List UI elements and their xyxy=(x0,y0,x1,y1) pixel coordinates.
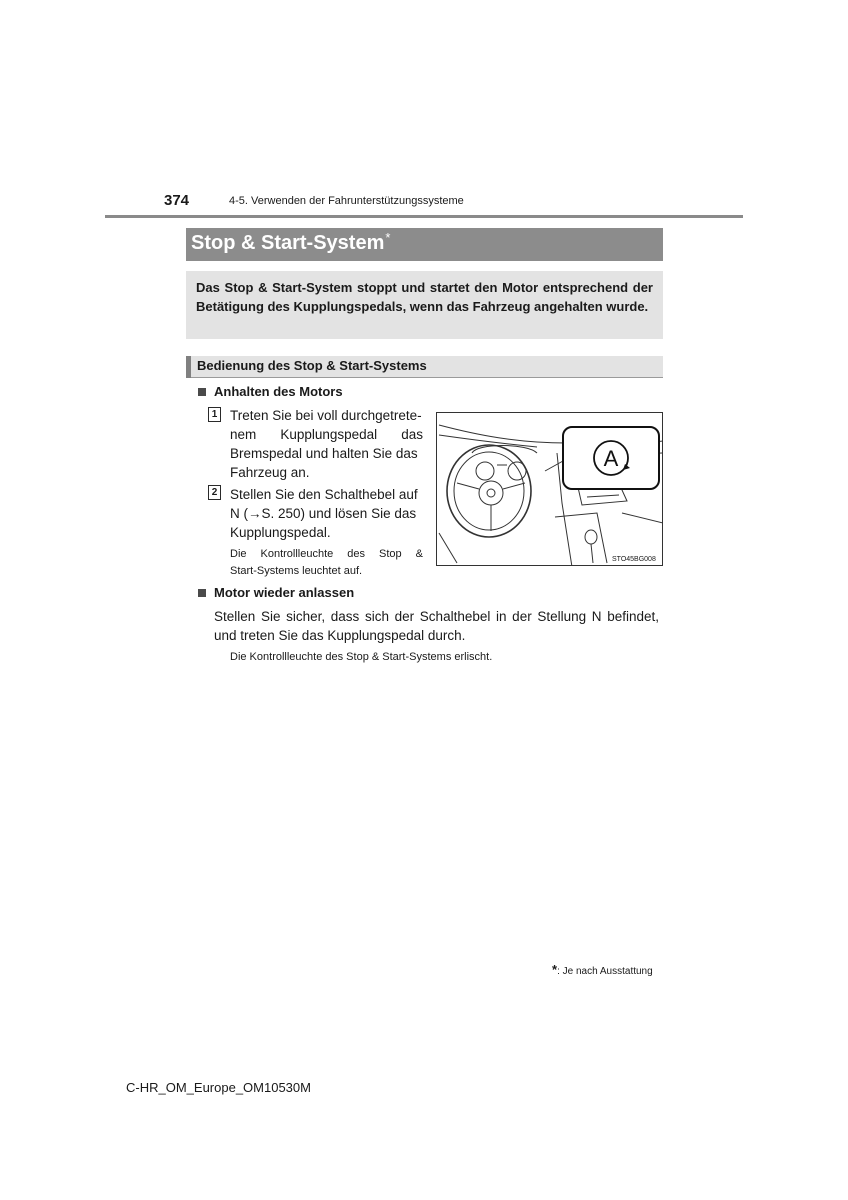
section-accent xyxy=(186,356,191,378)
dashboard-drawing xyxy=(437,413,663,566)
subheading-stop-engine: Anhalten des Motors xyxy=(214,384,343,399)
step-2-line: Kupplungspedal. xyxy=(230,525,331,540)
step-1-line: nem Kupplungspedal das xyxy=(230,427,423,442)
note-line: Start-Systems leuchtet auf. xyxy=(230,565,363,577)
dashboard-illustration xyxy=(436,412,663,566)
intro-text: Das Stop & Start-System stoppt und startet den Motor entsprechend der Betätigung des Kupplungspedals, wenn das Fahrzeug angehalten wurde. xyxy=(196,280,653,314)
restart-line: Stellen Sie sicher, dass sich der Schalthebel in der Stellung N befindet, xyxy=(214,609,659,624)
step-2-line: N (→S. 250) und lösen Sie das xyxy=(230,506,417,521)
title-text: Stop & Start-System xyxy=(191,232,385,254)
chapter-title: 4-5. Verwenden der Fahrunterstützungssysteme xyxy=(229,195,464,207)
footnote xyxy=(552,962,653,977)
subheading-restart-engine: Motor wieder anlassen xyxy=(214,585,355,600)
step-1-line: Treten Sie bei voll durchgetrete- xyxy=(230,408,422,423)
bullet-square-icon xyxy=(198,589,206,597)
indicator-letter: A xyxy=(603,446,619,471)
step-2-line: Stellen Sie den Schalthebel auf xyxy=(230,487,418,502)
section-heading: Bedienung des Stop & Start-Systems xyxy=(197,358,427,373)
footnote-text: : Je nach Ausstattung xyxy=(557,966,653,977)
bullet-square-icon xyxy=(198,388,206,396)
restart-note: Die Kontrollleuchte des Stop & Start-Systems erlischt. xyxy=(230,651,493,663)
step-1-line: Fahrzeug an. xyxy=(230,465,310,480)
restart-line: und treten Sie das Kupplungspedal durch. xyxy=(214,628,466,643)
document-id: C-HR_OM_Europe_OM10530M xyxy=(126,1080,311,1095)
step-number-box: 2 xyxy=(208,485,221,500)
step-number-box: 1 xyxy=(208,407,221,422)
step-1-line: Bremspedal und halten Sie das xyxy=(230,446,418,461)
page-title xyxy=(191,232,390,255)
note-line: Die Kontrollleuchte des Stop & xyxy=(230,548,423,560)
footnote-mark: * xyxy=(552,962,558,977)
title-asterisk: * xyxy=(385,230,391,245)
page-number: 374 xyxy=(164,192,190,209)
figure-code: STO45BG008 xyxy=(612,556,656,563)
header-divider xyxy=(105,215,743,218)
